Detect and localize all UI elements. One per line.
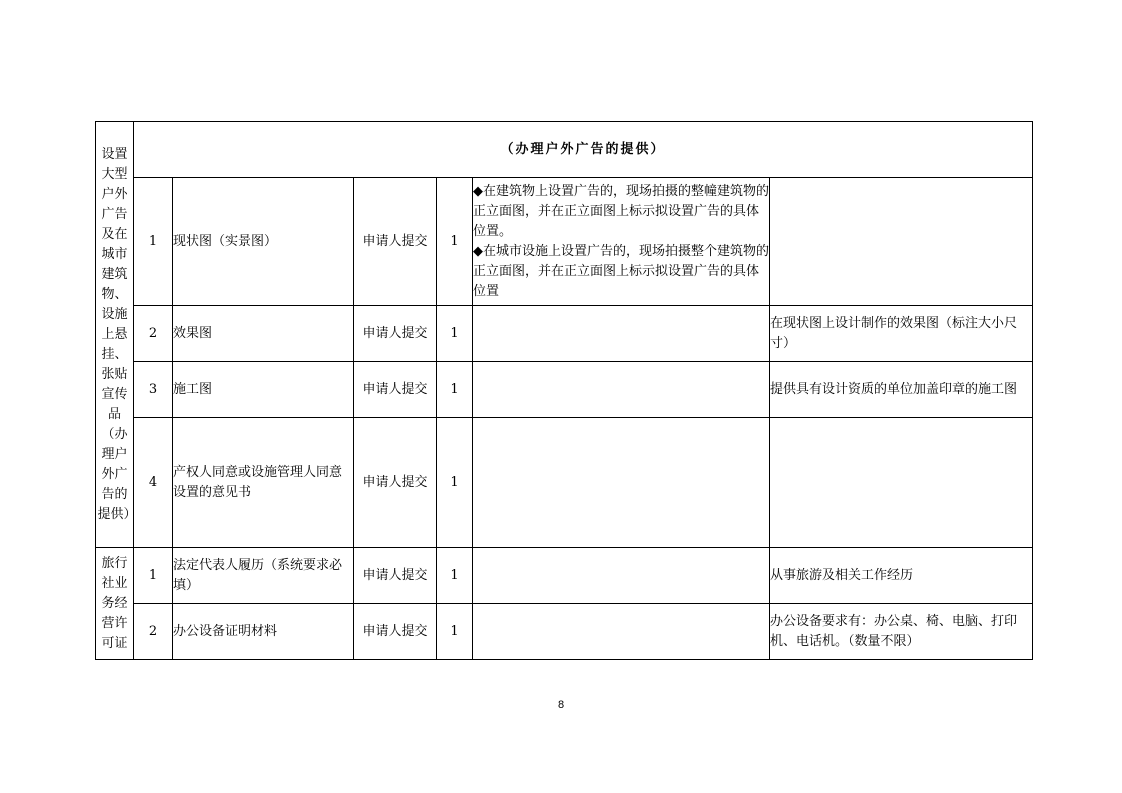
requirement-item: ◆在建筑物上设置广告的，现场拍摄的整幢建筑物的正立面图，并在正立面图上标示拟设置广告的具体位置。	[473, 183, 769, 239]
category-cell-travel-agency	[96, 548, 134, 660]
material-name: 效果图	[173, 306, 354, 362]
material-source: 申请人提交	[354, 418, 437, 548]
row-number: 1	[134, 178, 173, 306]
table-row	[96, 362, 1033, 418]
material-quantity: 1	[437, 306, 473, 362]
material-name: 产权人同意或设施管理人同意设置的意见书	[173, 418, 354, 548]
section-heading-row	[96, 122, 1033, 178]
material-note: 在现状图上设计制作的效果图（标注大小尺寸）	[770, 306, 1033, 362]
category-label: 设置大型户外广告及在城市建筑物、设施上悬挂、张贴宣传品（办理户外广告的提供）	[97, 146, 137, 522]
material-requirements	[473, 306, 770, 362]
row-number: 2	[134, 604, 173, 660]
material-requirements	[473, 604, 770, 660]
table-row	[96, 418, 1033, 548]
row-number: 2	[134, 306, 173, 362]
material-note: 从事旅游及相关工作经历	[770, 548, 1033, 604]
table-row	[96, 604, 1033, 660]
material-source: 申请人提交	[354, 306, 437, 362]
category-cell-outdoor-ads	[96, 122, 137, 548]
material-quantity: 1	[437, 178, 473, 306]
row-number: 1	[134, 548, 173, 604]
material-source: 申请人提交	[354, 548, 437, 604]
material-requirements	[473, 548, 770, 604]
material-quantity: 1	[437, 604, 473, 660]
requirement-item: ◆在城市设施上设置广告的，现场拍摄整个建筑物的正立面图，并在正立面图上标示拟设置广告的具体位置	[473, 243, 769, 299]
material-note	[770, 418, 1033, 548]
materials-table	[95, 121, 1033, 660]
section-heading: （办理户外广告的提供）	[134, 122, 1033, 178]
material-name: 法定代表人履历（系统要求必填）	[173, 548, 354, 604]
material-quantity: 1	[437, 548, 473, 604]
material-requirements	[473, 418, 770, 548]
material-source: 申请人提交	[354, 604, 437, 660]
material-requirements	[473, 178, 770, 306]
row-number: 3	[134, 362, 173, 418]
material-requirements	[473, 362, 770, 418]
table-row	[96, 306, 1033, 362]
material-source: 申请人提交	[354, 178, 437, 306]
material-note: 办公设备要求有：办公桌、椅、电脑、打印机、电话机。（数量不限）	[770, 604, 1033, 660]
material-note	[770, 178, 1033, 306]
material-note: 提供具有设计资质的单位加盖印章的施工图	[770, 362, 1033, 418]
material-name: 现状图（实景图）	[173, 178, 354, 306]
row-number: 4	[134, 418, 173, 548]
category-label: 旅行社业务经营许可证	[101, 555, 128, 651]
material-name: 施工图	[173, 362, 354, 418]
material-quantity: 1	[437, 418, 473, 548]
material-name: 办公设备证明材料	[173, 604, 354, 660]
material-quantity: 1	[437, 362, 473, 418]
table-row	[96, 548, 1033, 604]
material-source: 申请人提交	[354, 362, 437, 418]
table-row	[96, 178, 1033, 306]
page-number: 8	[557, 699, 565, 711]
